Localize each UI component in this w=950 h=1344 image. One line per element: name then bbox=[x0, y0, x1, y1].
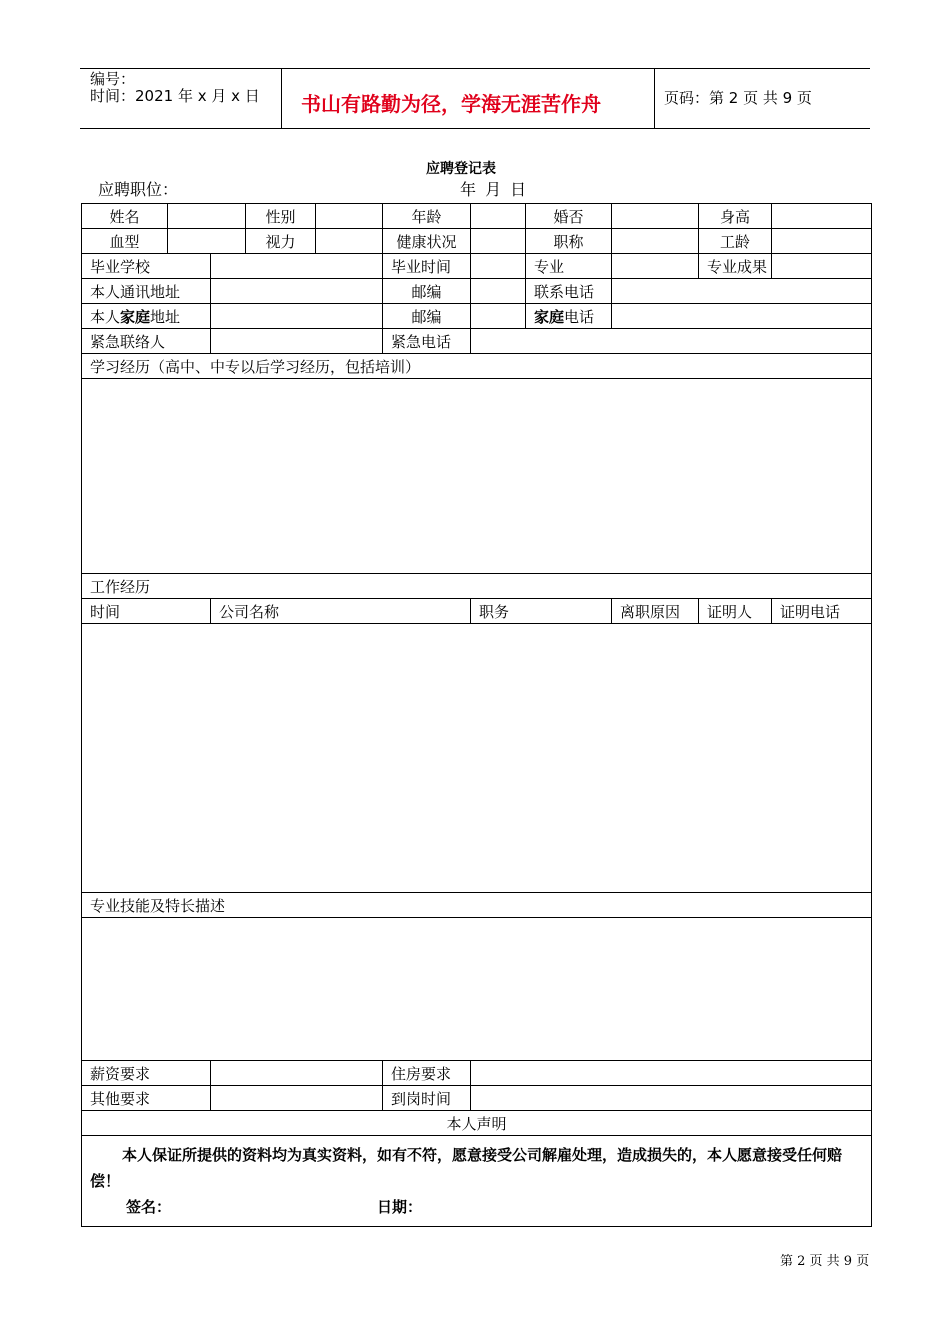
label-height: 身高 bbox=[699, 204, 772, 229]
form-row-health bbox=[82, 229, 872, 254]
label-zip: 邮编 bbox=[383, 279, 471, 304]
label-name: 姓名 bbox=[82, 204, 168, 229]
label-housing: 住房要求 bbox=[383, 1061, 471, 1086]
label-emergency-phone: 紧急电话 bbox=[383, 329, 471, 354]
label-blood-type: 血型 bbox=[82, 229, 168, 254]
field-education-history[interactable] bbox=[82, 379, 872, 574]
label-school: 毕业学校 bbox=[82, 254, 211, 279]
field-vision[interactable] bbox=[316, 229, 383, 254]
label-home-phone-bold: 家庭 bbox=[534, 307, 565, 326]
label-grad-time: 毕业时间 bbox=[383, 254, 471, 279]
form-row-work-columns bbox=[82, 599, 872, 624]
label-seniority: 工龄 bbox=[699, 229, 772, 254]
label-salary: 薪资要求 bbox=[82, 1061, 211, 1086]
label-marital: 婚否 bbox=[526, 204, 612, 229]
work-col-reason: 离职原因 bbox=[612, 599, 699, 624]
label-work-history: 工作经历 bbox=[82, 574, 872, 599]
header-bottom-rule bbox=[80, 128, 870, 129]
label-skills: 专业技能及特长描述 bbox=[82, 893, 872, 918]
work-col-company: 公司名称 bbox=[211, 599, 471, 624]
field-salary[interactable] bbox=[211, 1061, 383, 1086]
field-home-address[interactable] bbox=[211, 304, 383, 329]
label-home-phone-suffix: 电话 bbox=[564, 307, 595, 326]
label-age: 年龄 bbox=[383, 204, 471, 229]
form-row-emergency bbox=[82, 329, 872, 354]
field-grad-time[interactable] bbox=[471, 254, 526, 279]
form-title: 应聘登记表 bbox=[426, 161, 496, 177]
header-number: 编号： bbox=[90, 70, 136, 88]
form-row-education-body bbox=[82, 379, 872, 574]
form-row-skills-body bbox=[82, 918, 872, 1061]
field-start-time[interactable] bbox=[471, 1086, 872, 1111]
field-name[interactable] bbox=[168, 204, 246, 229]
form-row-basic bbox=[82, 204, 872, 229]
form-row-salary bbox=[82, 1061, 872, 1086]
field-home-zip[interactable] bbox=[471, 304, 526, 329]
label-start-time: 到岗时间 bbox=[383, 1086, 471, 1111]
field-health[interactable] bbox=[471, 229, 526, 254]
declaration-block bbox=[82, 1136, 872, 1227]
work-col-reference: 证明人 bbox=[699, 599, 772, 624]
form-date-label: 年 月 日 bbox=[460, 180, 527, 199]
header-motto: 书山有路勤为径，学海无涯苦作舟 bbox=[301, 92, 601, 116]
form-row-declaration bbox=[82, 1136, 872, 1227]
form-row-education-header bbox=[82, 354, 872, 379]
label-home-address bbox=[82, 304, 211, 329]
field-emergency-phone[interactable] bbox=[471, 329, 872, 354]
declaration-text: 本人保证所提供的资料均为真实资料，如有不符，愿意接受公司解雇处理，造成损失的，本人愿意接受任何赔偿！ bbox=[90, 1146, 843, 1190]
work-col-position: 职务 bbox=[471, 599, 612, 624]
field-marital[interactable] bbox=[612, 204, 699, 229]
field-other[interactable] bbox=[211, 1086, 383, 1111]
header-top-rule bbox=[80, 68, 870, 69]
header-page: 页码：第 2 页 共 9 页 bbox=[664, 89, 812, 107]
label-achievement: 专业成果 bbox=[699, 254, 772, 279]
position-label: 应聘职位： bbox=[98, 180, 179, 199]
field-major[interactable] bbox=[612, 254, 699, 279]
field-achievement[interactable] bbox=[772, 254, 872, 279]
label-home-address-prefix: 本人 bbox=[90, 307, 121, 326]
label-home-address-bold: 家庭 bbox=[120, 307, 151, 326]
label-vision: 视力 bbox=[246, 229, 316, 254]
form-row-mailing bbox=[82, 279, 872, 304]
registration-form bbox=[81, 203, 872, 1227]
signature-line bbox=[90, 1194, 863, 1220]
form-row-other bbox=[82, 1086, 872, 1111]
label-emergency-contact: 紧急联络人 bbox=[82, 329, 211, 354]
field-title[interactable] bbox=[612, 229, 699, 254]
label-major: 专业 bbox=[526, 254, 612, 279]
form-row-declaration-title bbox=[82, 1111, 872, 1136]
field-school[interactable] bbox=[211, 254, 383, 279]
label-mailing-address: 本人通讯地址 bbox=[82, 279, 211, 304]
field-work-history[interactable] bbox=[82, 624, 872, 893]
label-gender: 性别 bbox=[246, 204, 316, 229]
declaration-title: 本人声明 bbox=[82, 1111, 872, 1136]
work-col-reference-phone: 证明电话 bbox=[772, 599, 872, 624]
field-mailing-address[interactable] bbox=[211, 279, 383, 304]
form-row-work-header bbox=[82, 574, 872, 599]
signature-label: 签名： bbox=[126, 1198, 172, 1216]
label-contact-phone: 联系电话 bbox=[526, 279, 612, 304]
label-home-address-suffix: 地址 bbox=[150, 307, 181, 326]
label-health: 健康状况 bbox=[383, 229, 471, 254]
field-gender[interactable] bbox=[316, 204, 383, 229]
label-education-history: 学习经历（高中、中专以后学习经历，包括培训） bbox=[82, 354, 872, 379]
form-row-home bbox=[82, 304, 872, 329]
form-row-work-body bbox=[82, 624, 872, 893]
field-contact-phone[interactable] bbox=[612, 279, 872, 304]
field-housing[interactable] bbox=[471, 1061, 872, 1086]
field-age[interactable] bbox=[471, 204, 526, 229]
label-other: 其他要求 bbox=[82, 1086, 211, 1111]
footer-page-number: 第 2 页 共 9 页 bbox=[780, 1254, 870, 1269]
label-home-phone bbox=[526, 304, 612, 329]
field-skills[interactable] bbox=[82, 918, 872, 1061]
field-seniority[interactable] bbox=[772, 229, 872, 254]
field-home-phone[interactable] bbox=[612, 304, 872, 329]
field-blood-type[interactable] bbox=[168, 229, 246, 254]
field-height[interactable] bbox=[772, 204, 872, 229]
header-time: 时间：2021 年 x 月 x 日 bbox=[90, 87, 260, 105]
form-row-education bbox=[82, 254, 872, 279]
header-divider-right bbox=[654, 69, 655, 129]
form-row-skills-header bbox=[82, 893, 872, 918]
label-home-zip: 邮编 bbox=[383, 304, 471, 329]
signature-date-label: 日期： bbox=[377, 1198, 423, 1216]
header-divider-left bbox=[281, 69, 282, 129]
field-zip[interactable] bbox=[471, 279, 526, 304]
label-title: 职称 bbox=[526, 229, 612, 254]
field-emergency-contact[interactable] bbox=[211, 329, 383, 354]
work-col-time: 时间 bbox=[82, 599, 211, 624]
